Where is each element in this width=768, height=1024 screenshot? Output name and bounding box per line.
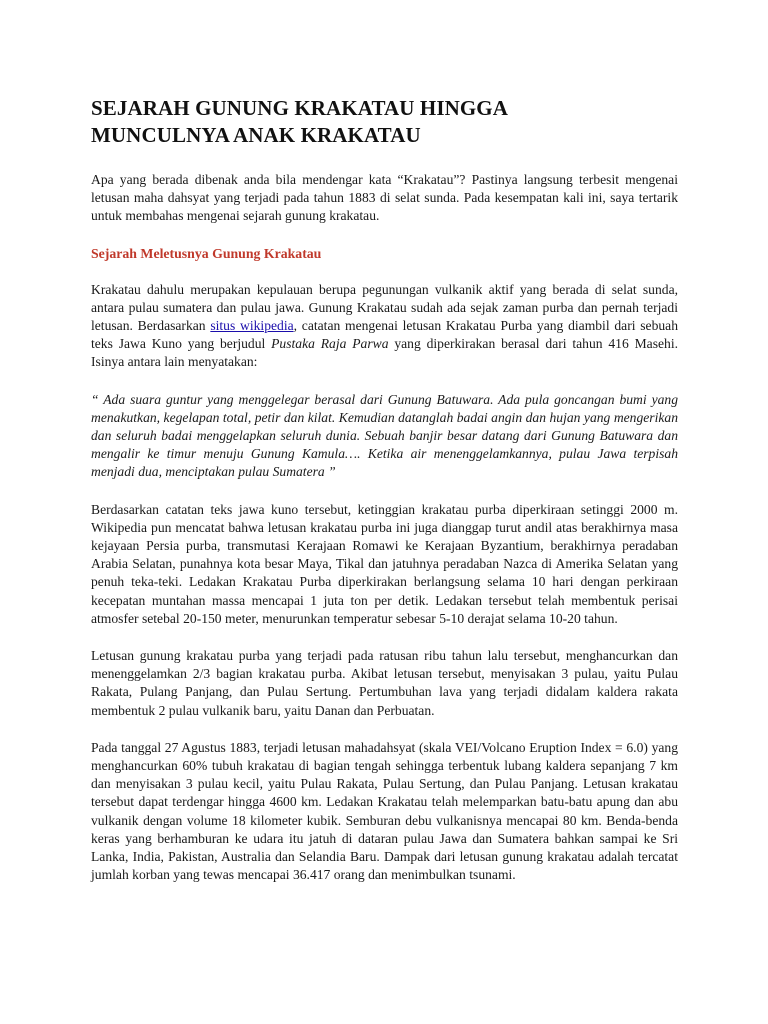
title-line-1: SEJARAH GUNUNG KRAKATAU HINGGA <box>91 96 508 120</box>
book-title: Pustaka Raja Parwa <box>271 336 389 352</box>
paragraph-1883-eruption: Pada tanggal 27 Agustus 1883, terjadi letusan mahadahsyat (skala VEI/Volcano Eruption Index = 6.0) yang menghancurkan 60% tubuh krakatau di bagian tengah sehingga terbentuk lubang kaldera sepanjang 7 km dan menyisakan 3 pulau kecil, yaitu Pulau Rakata, Pulau Sertung, dan Pulau Panjang. Letusan krakatau tersebut dapat terdengar hingga 4600 km. Ledakan Krakatau telah melemparkan batu-batu apung dan abu vulkanik dengan volume 18 kilometer kubik. Semburan debu vulkanisnya mencapai 80 km. Benda-benda keras yang berhamburan ke udara itu jatuh di dataran pulau Jawa dan Sumatera bahkan sampai ke Sri Lanka, India, Pakistan, Australia dan Selandia Baru. Dampak dari letusan gunung krakatau adalah tercatat jumlah korban yang tewas mencapai 36.417 orang dan menimbulkan tsunami. <box>91 739 678 883</box>
title-line-2: MUNCULNYA ANAK KRAKATAU <box>91 123 421 147</box>
paragraph-ancient-record: Berdasarkan catatan teks jawa kuno tersebut, ketinggian krakatau purba diperkiraan setinggi 2000 m. Wikipedia pun mencatat bahwa letusan krakatau purba ini juga dianggap turut andil atas berakhirnya masa kejayaan Persia purba, transmutasi Kerajaan Romawi ke Kerajaan Byzantium, berakhirnya peradaban Arabia Selatan, punahnya kota besar Maya, Tikal dan jatuhnya peradaban Nazca di Amerika Selatan yang penuh teka-teki. Ledakan Krakatau Purba diperkirakan berlangsung selama 10 hari dengan perkiraan kecepatan muntahan massa mencapai 1 juta ton per detik. Ledakan tersebut telah membentuk perisai atmosfer setebal 20-150 meter, menurunkan temperatur sebesar 5-10 derajat selama 10-20 tahun. <box>91 501 678 626</box>
paragraph-text: , catatan mengenai letusan Krakatau Purba yang diambil dari sebuah teks Jawa Kuno yang berjudul <box>91 318 678 352</box>
paragraph-text: yang diperkirakan berasal dari tahun 416 Masehi. Isinya antara lain menyatakan: <box>91 336 678 370</box>
page-title <box>91 95 678 149</box>
document-page <box>91 95 678 904</box>
paragraph-text: Krakatau dahulu merupakan kepulauan berupa pegunungan vulkanik aktif yang berada di selat sunda, antara pulau sumatera dan pulau jawa. Gunung Krakatau sudah ada sejak zaman purba dan pernah terjadi letusan. Berdasarkan <box>91 281 678 334</box>
intro-paragraph: Apa yang berada dibenak anda bila mendengar kata “Krakatau”? Pastinya langsung terbesit mengenai letusan maha dahsyat yang terjadi pada tahun 1883 di selat sunda. Pada kesempatan kali ini, saya tertarik untuk membahas mengenai sejarah gunung krakatau. <box>91 172 678 224</box>
quote-block: “ Ada suara guntur yang menggelegar berasal dari Gunung Batuwara. Ada pula goncangan bumi yang menakutkan, kegelapan total, petir dan kilat. Kemudian datanglah badai angin dan hujan yang mengerikan dan seluruh badai menggelapkan seluruh dunia. Sebuah banjir besar datang dari Gunung Batuwara dan mengalir ke timur menuju Gunung Kamula…. Ketika air menenggelamkannya, pulau Jawa terpisah menjadi dua, menciptakan pulau Sumatera ” <box>91 391 678 480</box>
section-heading: Sejarah Meletusnya Gunung Krakatau <box>91 245 322 261</box>
paragraph-ancient-eruption: Letusan gunung krakatau purba yang terjadi pada ratusan ribu tahun lalu tersebut, menghancurkan dan menenggelamkan 2/3 bagian krakatau purba. Akibat letusan tersebut, menyisakan 3 pulau, yaitu Pulau Rakata, Pulang Panjang, dan Pulau Sertung. Pertumbuhan lava yang terjadi didalam kaldera rakata membentuk 2 pulau vulkanik baru, yaitu Danan dan Perbuatan. <box>91 648 678 718</box>
paragraph-krakatau-history <box>91 281 678 372</box>
wikipedia-link[interactable]: situs wikipedia <box>210 318 294 334</box>
